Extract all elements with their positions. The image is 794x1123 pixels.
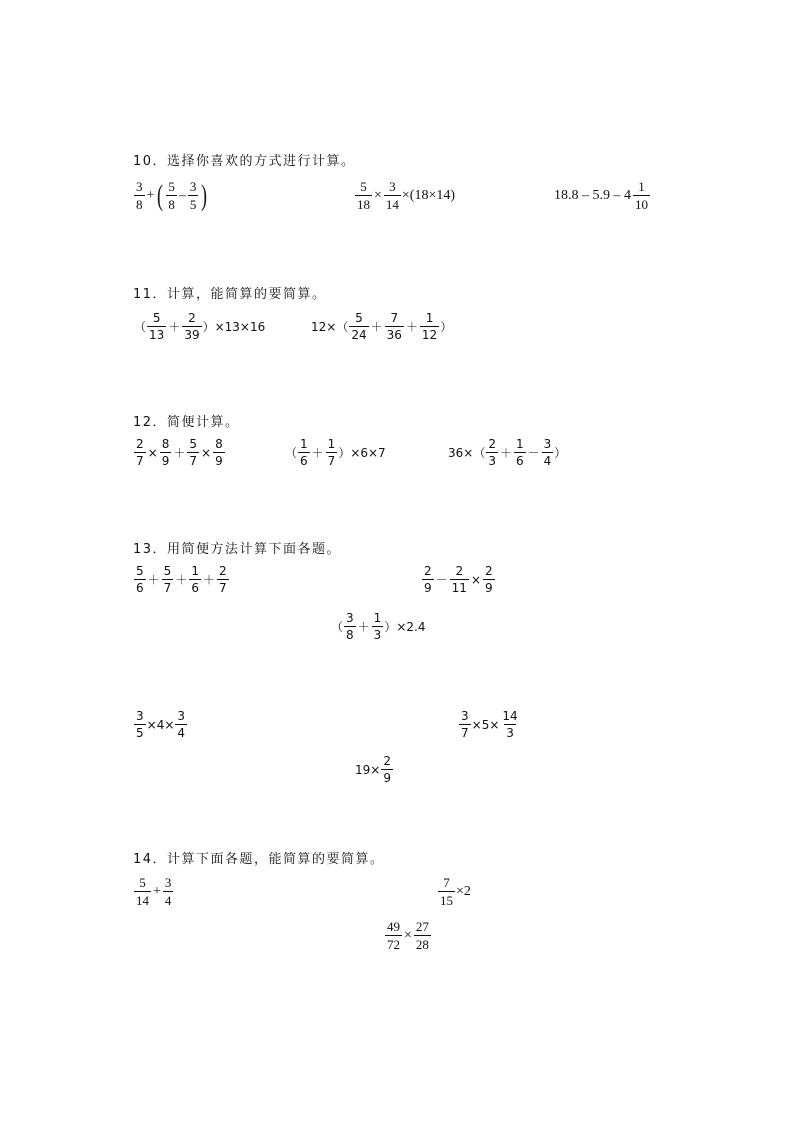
fraction: $\frac{5}{7}$: [163, 564, 172, 595]
fraction: $\frac{1}{6}$: [300, 437, 308, 468]
fraction: $\frac{3}{7}$: [461, 709, 469, 740]
fraction: $\frac{5}{13}$: [149, 311, 165, 342]
expression-12b: （ $\frac{1}{6}$ ＋ $\frac{1}{7}$ ）×6×7: [285, 437, 386, 468]
question-title-12: 12．简便计算。: [133, 415, 240, 430]
expression-13a: $\frac{5}{6}$ ＋ $\frac{5}{7}$ ＋ $\frac{1}{6}$ ＋ $\frac{2}{7}$: [136, 564, 227, 595]
fraction: $\frac{8}{9}$: [215, 437, 223, 468]
expression-14b: $\frac{7}{15}$ ×2: [440, 875, 471, 908]
fraction: $\frac{1}{7}$: [327, 437, 336, 468]
fraction: $\frac{2}{7}$: [218, 564, 227, 595]
fraction: $\frac{7}{15}$: [440, 875, 453, 908]
fraction: $\frac{3}{8}$: [346, 611, 354, 642]
fraction: $\frac{1}{6}$: [191, 564, 199, 595]
fraction: $\frac{3}{5}$: [189, 179, 197, 212]
expression-13b: $\frac{2}{9}$ － $\frac{2}{11}$ × $\frac{2}{9}$: [424, 564, 493, 595]
fraction: $\frac{2}{3}$: [488, 437, 496, 468]
fraction: $\frac{3}{4}$: [177, 709, 186, 740]
question-title-11: 11．计算，能简算的要简算。: [133, 287, 327, 302]
expression-10a: $\frac{3}{8}$ + ( $\frac{5}{8}$ – $\frac{3}{5}$ ): [136, 178, 208, 212]
expression-13d: $\frac{3}{5}$ ×4× $\frac{3}{4}$: [136, 709, 186, 740]
fraction: $\frac{8}{9}$: [161, 437, 170, 468]
fraction: $\frac{5}{6}$: [136, 564, 144, 595]
fraction: $\frac{3}{8}$: [136, 179, 143, 212]
fraction: $\frac{2}{39}$: [184, 311, 200, 342]
expression-13c: （ $\frac{3}{8}$ ＋ $\frac{1}{3}$ ）×2.4: [331, 611, 426, 642]
fraction: $\frac{2}{9}$: [424, 564, 432, 595]
expression-13f: 19× $\frac{2}{9}$: [355, 754, 391, 785]
question-title-13: 13．用简便方法计算下面各题。: [133, 542, 342, 557]
fraction: $\frac{5}{8}$: [168, 179, 175, 212]
fraction: $\frac{2}{7}$: [136, 437, 144, 468]
fraction: $\frac{5}{18}$: [357, 179, 370, 212]
fraction: $\frac{1}{12}$: [421, 311, 438, 342]
fraction: $\frac{3}{5}$: [136, 709, 144, 740]
fraction: $\frac{5}{14}$: [136, 875, 149, 908]
expression-12c: 36×（ $\frac{2}{3}$ ＋ $\frac{1}{6}$ － $\frac{3}{4}$ ）: [448, 437, 567, 468]
fraction: $\frac{5}{24}$: [351, 311, 367, 342]
expression-11b: 12×（ $\frac{5}{24}$ ＋ $\frac{7}{36}$ ＋ $\frac{1}{12}$ ）: [311, 311, 453, 342]
expression-11a: （ $\frac{5}{13}$ ＋ $\frac{2}{39}$ ）×13×16: [134, 311, 266, 342]
fraction: $\frac{3}{4}$: [543, 437, 552, 468]
fraction: $\frac{5}{7}$: [189, 437, 197, 468]
question-title-14: 14．计算下面各题，能简算的要简算。: [133, 852, 385, 867]
fraction: $\frac{1}{10}$: [635, 179, 648, 212]
expression-14a: $\frac{5}{14}$ + $\frac{3}{4}$: [136, 875, 172, 908]
fraction: $\frac{1}{3}$: [373, 611, 382, 642]
fraction: $\frac{3}{4}$: [164, 875, 172, 908]
fraction: $\frac{3}{14}$: [385, 179, 399, 212]
fraction: $\frac{49}{72}$: [387, 919, 400, 952]
fraction: $\frac{2}{11}$: [451, 564, 467, 595]
expression-12a: $\frac{2}{7}$ × $\frac{8}{9}$ ＋ $\frac{5}{7}$ × $\frac{8}{9}$: [136, 437, 223, 468]
fraction: $\frac{1}{6}$: [515, 437, 524, 468]
question-title-10: 10．选择你喜欢的方式进行计算。: [133, 154, 356, 169]
fraction: $\frac{7}{36}$: [386, 311, 402, 342]
expression-10b: $\frac{5}{18}$ × $\frac{3}{14}$ ×(18×14): [357, 179, 456, 212]
fraction: $\frac{2}{9}$: [383, 754, 391, 785]
fraction: $\frac{27}{28}$: [415, 919, 429, 952]
expression-10c: 18.8 – 5.9 – 4 $\frac{1}{10}$: [554, 179, 648, 212]
expression-14c: $\frac{49}{72}$ × $\frac{27}{28}$: [387, 919, 429, 952]
expression-13e: $\frac{3}{7}$ ×5× $\frac{14}{3}$: [461, 709, 518, 740]
fraction: $\frac{2}{9}$: [485, 564, 493, 595]
fraction: $\frac{14}{3}$: [502, 709, 518, 740]
